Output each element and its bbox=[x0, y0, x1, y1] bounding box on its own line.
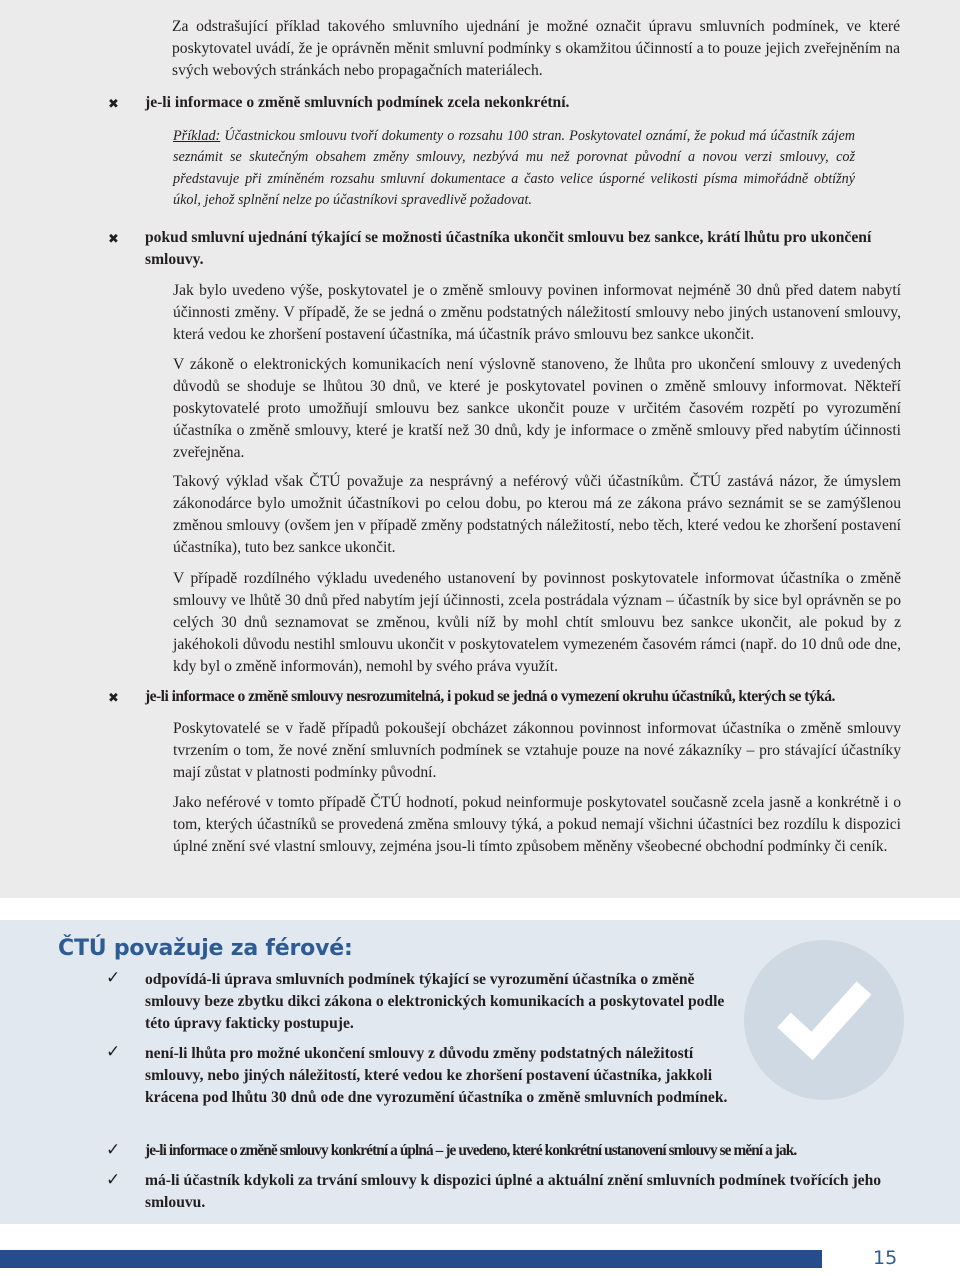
cross-bullet-icon: ✖ bbox=[108, 97, 119, 112]
example-label: Příklad: bbox=[173, 128, 221, 144]
paragraph-providers-circumvent: Poskytovatelé se v řadě případů pokoušejí obcházet zákonnou povinnost informovat účastníka o změně smlouvy tvrzením o tom, že nové znění smluvních podmínek se vztahuje pouze na nové zákazníky – pro stávající účastníky mají zůstat v platnosti podmínky původní. bbox=[173, 720, 901, 781]
paragraph-law-not-explicit: V zákoně o elektronických komunikacích není výslovně stanoveno, že lhůta pro ukončení smlouvy z uvedených důvodů se shoduje se lhůtou 30 dnů, ve které je poskytovatel povinen o změně smlouvy informovat. Někteří poskytovatelé proto umožňují smlouvu bez sankce ukončit pouze v určitém časovém rozpětí po vyrozumění účastníka o změně smlouvy, které je kratší než 30 dnů, kdy je informace o změně smlouvy před nabytím účinnosti zveřejněna. bbox=[173, 356, 901, 461]
check-bullet-icon: ✓ bbox=[106, 1170, 121, 1190]
example-text: Účastnickou smlouvu tvoří dokumenty o rozsahu 100 stran. Poskytovatel oznámí, že pokud má účastník zájem seznámit se skutečným obsahem změny smlouvy, nezbývá mu než porovnat původní a novou verzi smlouvy, což představuje při zmíněném rozsahu smluvní dokumentace a často velice úsporné velikosti písma mimořádně obtížný úkol, jehož splnění nelze po účastníkovi spravedlivě požadovat. bbox=[173, 128, 855, 208]
page-number: 15 bbox=[873, 1247, 898, 1269]
fair-item-2: není-li lhůta pro možné ukončení smlouvy z důvodu změny podstatných náležitostí smlouvy, nebo jiných náležitostí, které vedou ke zhoršení postavení účastníka, jakkoli krácena pod lhůtu 30 dnů ode dne vyrozumění účastníka o změně smluvních podmínek. bbox=[145, 1045, 728, 1106]
checkmark-icon bbox=[744, 940, 904, 1100]
check-bullet-icon: ✓ bbox=[106, 1042, 121, 1062]
check-bullet-icon: ✓ bbox=[106, 1140, 121, 1160]
fair-section-heading: ČTÚ považuje za férové: bbox=[58, 936, 353, 961]
fair-item-4: má-li účastník kdykoli za trvání smlouvy k dispozici úplné a aktuální znění smluvních podmínek tvořících jeho smlouvu. bbox=[145, 1172, 882, 1211]
paragraph-unfair-assessment: Jako neférové v tomto případě ČTÚ hodnotí, pokud neinformuje poskytovatel současně zcela jasně a konkrétně i o tom, kterých účastníků se provedená změna smlouvy týká, a pokud nemají všichni účastníci bez rozdílu k dispozici úplné znění své vlastní smlouvy, zejména jsou-li tímto způsobem měněny všeobecné obchodní podmínky či ceník. bbox=[173, 794, 901, 855]
fair-item-1: odpovídá-li úprava smluvních podmínek týkající se vyrozumění účastníka o změně smlouvy beze zbytku dikci zákona o elektronických komunikacích a poskytovatel podle této úpravy fakticky postupuje. bbox=[145, 971, 725, 1032]
paragraph-30-days-notice: Jak bylo uvedeno výše, poskytovatel je o změně smlouvy povinen informovat nejméně 30 dnů před datem nabytí účinnosti změny. V případě, že se jedná o změnu podstatných náležitostí smlouvy nebo jiných ustanovení smlouvy, která vedou ke zhoršení postavení účastníka, má účastník právo smlouvu bez sankce ukončit. bbox=[173, 282, 901, 343]
cross-bullet-icon: ✖ bbox=[108, 691, 119, 706]
fair-item-3: je-li informace o změně smlouvy konkrétní a úplná – je uvedeno, které konkrétní ustanovení smlouvy se mění a jak. bbox=[145, 1142, 797, 1159]
paragraph-different-interpretation: V případě rozdílného výkladu uvedeného ustanovení by povinnost poskytovatele informovat účastníka o změně smlouvy ve lhůtě 30 dnů před nabytím její účinnosti, zcela postrádala význam – účastník by sice byl oprávněn se po celých 30 dnů seznamovat se změnou, kvůli níž by mohl chtít smlouvu bez sankce ukončit, ale pokud by z jakéhokoli důvodu nestihl smlouvu ukončit v poskytovatelem vymezeném časovém rámci (např. do 10 dnů ode dne, kdy byl o změně informován), nemohl by svého práva využít. bbox=[173, 570, 901, 675]
example-block bbox=[173, 126, 855, 211]
bullet-nonspecific-info: je-li informace o změně smluvních podmínek zcela nekonkrétní. bbox=[145, 94, 570, 111]
checkmark-badge-icon bbox=[744, 940, 904, 1100]
bullet-shortened-termination: pokud smluvní ujednání týkající se možnosti účastníka ukončit smlouvu bez sankce, krátí lhůtu pro ukončení smlouvy. bbox=[145, 229, 872, 268]
check-bullet-icon: ✓ bbox=[106, 968, 121, 988]
bullet-unclear-info: je-li informace o změně smlouvy nesrozumitelná, i pokud se jedná o vymezení okruhu účastníků, kterých se týká. bbox=[145, 688, 835, 705]
intro-paragraph: Za odstrašující příklad takového smluvního ujednání je možné označit úpravu smluvních podmínek, ve které poskytovatel uvádí, že je oprávněn měnit smluvní podmínky s okamžitou účinností a to pouze jejich zveřejněním na svých webových stránkách nebo propagačních materiálech. bbox=[172, 18, 900, 79]
footer-bar bbox=[0, 1250, 822, 1268]
paragraph-ctu-opinion: Takový výklad však ČTÚ považuje za nesprávný a neférový vůči účastníkům. ČTÚ zastává názor, že úmyslem zákonodárce bylo umožnit účastníkovi po celou dobu, po kterou má ze zákona právo seznámit se se zamýšlenou změnou smlouvy (ovšem jen v případě změny podstatných náležitostí, nebo těch, které vedou ke zhoršení postavení účastníka), tuto bez sankce ukončit. bbox=[173, 473, 901, 556]
cross-bullet-icon: ✖ bbox=[108, 232, 119, 247]
